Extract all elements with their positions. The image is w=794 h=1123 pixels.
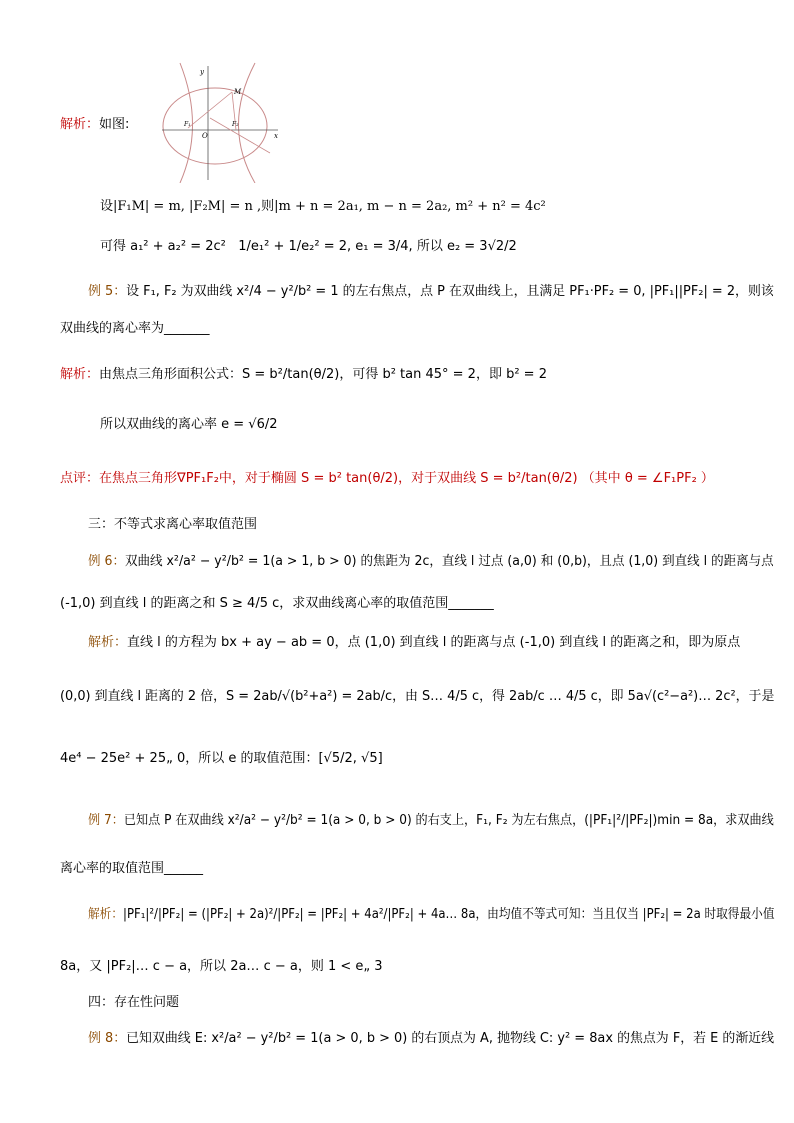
analysis-label: 解析：: [60, 117, 100, 132]
analysis-7-text: |PF₁|²/|PF₂| = (|PF₂| + 2a)²/|PF₂| = |PF₂| + 4a²/|PF₂| + 4a… 8a，由均值不等式可知：当且仅当 |PF₂| = 2a 时取得最小值: [123, 907, 775, 922]
example-7-text: 已知点 P 在双曲线 x²/a² − y²/b² = 1(a > 0, b > 0) 的右支上，F₁, F₂ 为左右焦点，(|PF₁|²/|PF₂|)min = 8a，求双曲线: [123, 813, 774, 828]
comment-text: 在焦点三角形∇PF₁F₂中，对于椭圆 S = b² tan(θ/2)，对于双曲线 S = b²/tan(θ/2) （其中 θ = ∠F₁PF₂ ）: [99, 471, 714, 486]
example-6: [88, 553, 774, 571]
derivation-line-1: 设|F₁M| = m, |F₂M| = n ,则|m + n = 2a₁, m − n = 2a₂, m² + n² = 4c²: [100, 199, 546, 214]
section-4-heading: 四：存在性问题: [88, 995, 180, 1010]
analysis-6-line-3: 4e⁴ − 25e² + 25„ 0，所以 e 的取值范围：[√5/2, √5]: [60, 751, 383, 766]
label-y: y: [200, 68, 204, 76]
derivation-line-2: [100, 238, 517, 256]
label-M: M: [234, 88, 242, 96]
label-O: O: [202, 132, 208, 140]
comment-label: 点评：: [60, 471, 100, 486]
analysis-5: [60, 366, 547, 384]
hyperbola-right-branch: [239, 63, 256, 183]
example-6-label: 例 6：: [88, 554, 125, 569]
analysis-6-label: 解析：: [88, 635, 128, 650]
analysis-7-line-2: 8a，又 |PF₂|… c − a，所以 2a… c − a，则 1 < e„ 3: [60, 959, 383, 974]
analysis-7-label: 解析：: [88, 907, 124, 922]
example-7-line-2: 离心率的取值范围______: [60, 861, 204, 876]
label-F1: F₁: [184, 121, 191, 128]
analysis-figure-line: [60, 116, 129, 134]
analysis-text: 如图:: [99, 117, 130, 132]
example-5-label: 例 5：: [88, 284, 127, 299]
section-3-heading: 三：不等式求离心率取值范围: [88, 517, 258, 532]
example-7-label: 例 7：: [88, 813, 124, 828]
example-5-text: 设 F₁, F₂ 为双曲线 x²/4 − y²/b² = 1 的左右焦点，点 P 在双曲线上，且满足 PF₁·PF₂ = 0, |PF₁||PF₂| = 2，则该: [126, 284, 774, 299]
analysis-7: [88, 906, 775, 924]
example-5-line-2: 双曲线的离心率为_______: [60, 321, 210, 336]
derivation-2a: 可得 a₁² + a₂² = 2c²: [100, 239, 226, 254]
example-8: [88, 1030, 774, 1048]
analysis-5-label: 解析：: [60, 367, 100, 382]
focal-line-1: [188, 92, 232, 128]
analysis-5-line-2: 所以双曲线的离心率 e = √6/2: [100, 417, 278, 432]
analysis-6-line-2: (0,0) 到直线 l 距离的 2 倍，S = 2ab/√(b²+a²) = 2ab/c，由 S… 4/5 c，得 2ab/c … 4/5 c，即 5a√(c²−a²)… 2c²，于是: [60, 689, 775, 704]
example-6-line-2: (-1,0) 到直线 l 的距离之和 S ≥ 4/5 c，求双曲线离心率的取值范围_______: [60, 596, 494, 611]
hyperbola-ellipse-figure: [160, 58, 285, 183]
analysis-5-text: 由焦点三角形面积公式：S = b²/tan(θ/2)，可得 b² tan 45° = 2，即 b² = 2: [99, 367, 547, 382]
tangent-line: [210, 118, 270, 153]
label-F2: F₂: [232, 121, 239, 128]
analysis-6: [88, 634, 740, 652]
label-x: x: [274, 132, 278, 140]
analysis-6-text: 直线 l 的方程为 bx + ay − ab = 0，点 (1,0) 到直线 l 的距离与点 (-1,0) 到直线 l 的距离之和，即为原点: [127, 635, 741, 650]
example-7: [88, 812, 774, 830]
example-8-label: 例 8：: [88, 1031, 127, 1046]
ellipse-curve: [163, 88, 267, 164]
example-8-text: 已知双曲线 E: x²/a² − y²/b² = 1(a > 0, b > 0) 的右顶点为 A, 抛物线 C: y² = 8ax 的焦点为 F，若 E 的渐近线: [126, 1031, 775, 1046]
example-5: [88, 283, 774, 301]
derivation-2b: 1/e₁² + 1/e₂² = 2, e₁ = 3/4, 所以 e₂ = 3√2/2: [238, 239, 517, 254]
example-6-text: 双曲线 x²/a² − y²/b² = 1(a > 1, b > 0) 的焦距为 2c，直线 l 过点 (a,0) 和 (0,b)，且点 (1,0) 到直线 l 的距离与点: [124, 554, 774, 569]
comment: [60, 470, 714, 488]
